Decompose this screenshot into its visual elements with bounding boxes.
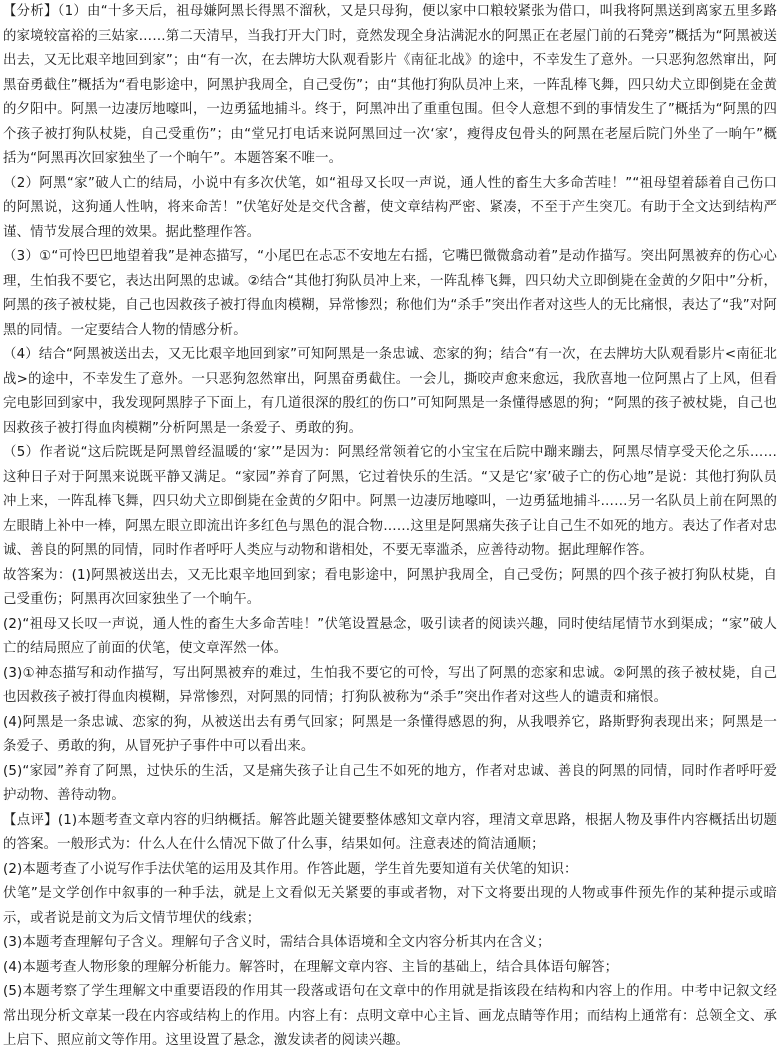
answer-q3: (3)①神态描写和动作描写，写出阿黑被弃的难过，生怕我不要它的可怜，写出了阿黑的恋家和忠诚。②阿黑的孩子被杖毙，自己也因救孩子被打得血肉模糊，异常惨烈，对阿黑的同情；打狗队被称为“杀手”突出作者对这些人的谴责和痛恨。 bbox=[3, 665, 777, 705]
analysis-q2: （2）阿黑“家”破人亡的结局，小说中有多次伏笔，如“祖母又长叹一声说，通人性的畜生大多命苦哇！”“祖母望着舔着自己伤口的阿黑说，这狗通人性呐，将来命苦！”伏笔好处是交代含蓄，使文章结构严密、紧凑，不至于产生突兀。有助于全文达到结构严谨、情节发展合理的效果。据此整理作答。 bbox=[3, 175, 777, 240]
answer-q5: (5)“家园”养育了阿黑，过快乐的生活，又是痛失孩子让自己生不如死的地方，作者对忠诚、善良的阿黑的同情，同时作者呼吁爱护动物、善待动物。 bbox=[3, 763, 777, 803]
analysis-q1: 【分析】（1）由“十多天后，祖母嫌阿黑长得黑不溜秋，又是只母狗，便以家中口粮较紧张为借口，叫我将阿黑送到离家五里多路的家境较富裕的三姑家……第二天清早，当我打开大门时，竟然发现全身沾满泥水的阿黑正在老屋门前的石凳旁”概括为“阿黑被送出去，又无比艰辛地回到家”；由“有一次，在去牌坊大队观看影片《南征北战》的途中，不幸发生了意外。一只恶狗忽然窜出，阿黑奋勇截住”概括为“看电影途中，阿黑护我周全，自己受伤”；由“其他打狗队员冲上来，一阵乱棒飞舞，四只幼犬立即倒毙在金黄的夕阳中。阿黑一边凄厉地嚎叫，一边勇猛地捕斗。终于，阿黑冲出了重重包围。但令人意想不到的事情发生了”概括为“阿黑的四个孩子被打狗队杖毙，自己受重伤”；由“堂兄打电话来说阿黑回过一次‘家’，瘦得皮包骨头的阿黑在老屋后院门外坐了一晌午”概括为“阿黑再次回家独坐了一个晌午”。本题答案不唯一。 bbox=[3, 4, 777, 166]
comment-q4: (4)本题考查人物形象的理解分析能力。解答时，在理解文章内容、主旨的基础上，结合具体语句解答； bbox=[3, 959, 619, 975]
comment-q5: (5)本题考察了学生理解文中重要语段的作用其一段落或语句在文章中的作用就是指该段在结构和内容上的作用。中考中记叙文经常出现分析文章某一段在内容或结构上的作用。内容上有：点明文章中心主旨、画龙点睛等作用；而结构上通常有：总领全文、承上启下、照应前文等作用。这里设置了悬念，激发读者的阅读兴趣。 bbox=[3, 984, 777, 1048]
comment-q2: (2)本题考查了小说写作手法伏笔的运用及其作用。作答此题，学生首先要知道有关伏笔的知识： bbox=[3, 861, 578, 877]
comment-foreshadowing-definition: 伏笔”是文学创作中叙事的一种手法，就是上文看似无关紧要的事或者物，对下文将要出现的人物或事件预先作的某种提示或暗示，或者说是前文为后文情节埋伏的线索； bbox=[3, 886, 777, 926]
answer-q1: 故答案为：(1)阿黑被送出去，又无比艰辛地回到家；看电影途中，阿黑护我周全，自己受伤；阿黑的四个孩子被打狗队杖毙，自己受重伤；阿黑再次回家独坐了一个晌午。 bbox=[3, 567, 777, 607]
comment-q1: 【点评】(1)本题考查文章内容的归纳概括。解答此题关键要整体感知文章内容，理清文章思路，根据人物及事件内容概括出切题的答案。一般形式为：什么人在什么情况下做了什么事，结果如何。注意表述的简洁通顺； bbox=[3, 812, 777, 852]
analysis-q4: （4）结合“阿黑被送出去，又无比艰辛地回到家”可知阿黑是一条忠诚、恋家的狗；结合“有一次，在去牌坊大队观看影片<南征北战>的途中，不幸发生了意外。一只恶狗忽然窜出，阿黑奋勇截住。一会儿，撕咬声愈来愈远，我欣喜地一位阿黑占了上风，但看完电影回到家中，我发现阿黑脖子下面上，有几道很深的殷红的伤口”可知阿黑是一条懂得感恩的狗；“阿黑的孩子被杖毙，自己也因救孩子被打得血肉模糊”分析阿黑是一条爱子、勇敢的狗。 bbox=[3, 347, 777, 436]
analysis-q5: （5）作者说“这后院既是阿黑曾经温暖的‘家’”是因为：阿黑经常领着它的小宝宝在后院中蹦来蹦去，阿黑尽情享受天伦之乐……这种日子对于阿黑来说既平静又满足。“家园”养育了阿黑，它过着快乐的生活。“又是它‘家’破子亡的伤心地”是说：其他打狗队员冲上来，一阵乱棒飞舞，四只幼犬立即倒毙在金黄的夕阳中。阿黑一边凄厉地嚎叫，一边勇猛地捕斗……另一名队员上前在阿黑的左眼睛上补中一棒，阿黑左眼立即流出许多红色与黑色的混合物……这里是阿黑痛失孩子让自己生不如死的地方。表达了作者对忠诚、善良的阿黑的同情，同时作者呼吁人类应与动物和谐相处，不要无辜滥杀，应善待动物。据此理解作答。 bbox=[3, 445, 777, 558]
answer-q4: (4)阿黑是一条忠诚、恋家的狗，从被送出去有勇气回家；阿黑是一条懂得感恩的狗，从我喂养它，路斯野狗表现出来；阿黑是一条爱子、勇敢的狗，从冒死护子事件中可以看出来。 bbox=[3, 714, 777, 754]
analysis-q3: （3）①“可怜巴巴地望着我”是神态描写，“小尾巴在忐忑不安地左右摇，它嘴巴微微翕动着”是动作描写。突出阿黑被弃的伤心心理，生怕我不要它，表达出阿黑的忠诚。②结合“其他打狗队员冲上来，一阵乱棒飞舞，四只幼犬立即倒毙在金黄的夕阳中”分析，阿黑的孩子被杖毙，自己也因救孩子被打得血肉模糊，异常惨烈；称他们为“杀手”突出作者对这些人的无比痛恨，表达了“我”对阿黑的同情。一定要结合人物的情感分析。 bbox=[3, 249, 777, 338]
comment-q3: (3)本题考查理解句子含义。理解句子含义时，需结合具体语境和全文内容分析其内在含义； bbox=[3, 935, 551, 950]
answer-q2: (2)“祖母又长叹一声说，通人性的畜生大多命苦哇！”伏笔设置悬念，吸引读者的阅读兴趣，同时使结尾情节水到渠成；“家”破人亡的结局照应了前面的伏笔，使文章浑然一体。 bbox=[3, 616, 777, 656]
